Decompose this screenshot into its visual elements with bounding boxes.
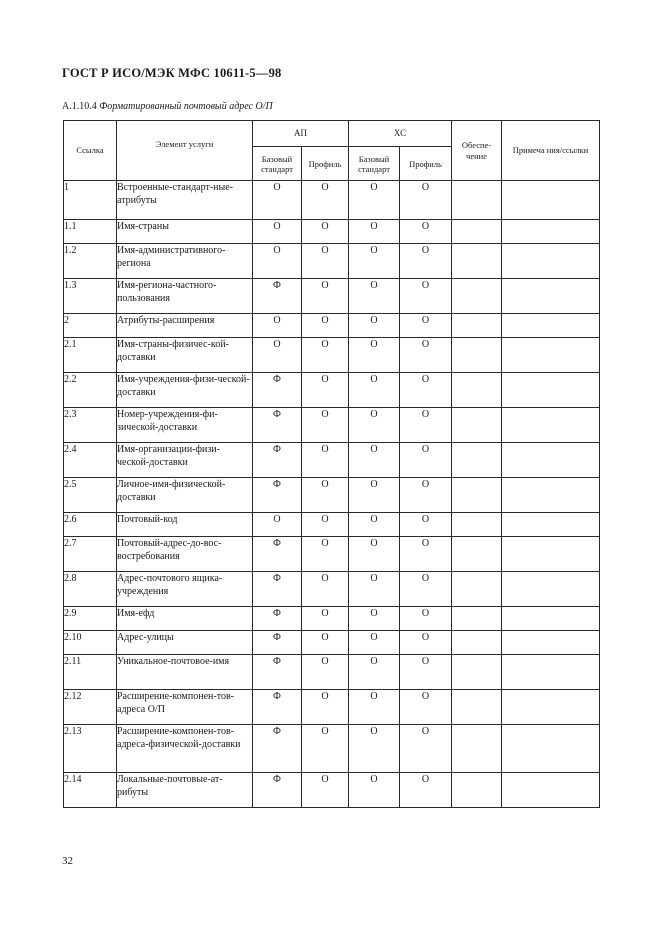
row-provision [452,373,502,408]
table-row [64,314,600,338]
header-ref: Ссылка [64,121,117,181]
row-ap-base: Ф [253,373,302,408]
row-element: Личное-имя-физической-доставки [117,478,253,513]
row-notes [502,655,600,690]
row-ref: 2.10 [64,631,117,655]
table-row [64,373,600,408]
table-row [64,244,600,279]
row-provision [452,338,502,373]
row-xc-base: О [349,513,400,537]
row-provision [452,572,502,607]
row-xc-profile: О [400,607,452,631]
table-row [64,513,600,537]
table-row [64,279,600,314]
row-ref: 2 [64,314,117,338]
row-element: Адрес-почтового ящика-учреждения [117,572,253,607]
row-xc-profile: О [400,773,452,808]
row-ref: 1.1 [64,220,117,244]
row-ref: 2.8 [64,572,117,607]
row-ap-base: О [253,314,302,338]
row-ap-profile: О [302,607,349,631]
row-provision [452,773,502,808]
row-ap-profile: О [302,572,349,607]
row-notes [502,338,600,373]
row-ref: 2.9 [64,607,117,631]
row-provision [452,655,502,690]
row-ap-base: О [253,338,302,373]
row-notes [502,373,600,408]
row-xc-profile: О [400,537,452,572]
row-element: Встроенные-стандарт-ные-атрибуты [117,181,253,220]
row-ap-profile: О [302,513,349,537]
row-ref: 2.2 [64,373,117,408]
row-ap-base: Ф [253,443,302,478]
row-notes [502,244,600,279]
row-ap-base: О [253,181,302,220]
table-row [64,338,600,373]
row-provision [452,513,502,537]
row-provision [452,690,502,725]
row-element: Номер-учреждения-фи-зической-доставки [117,408,253,443]
row-provision [452,314,502,338]
row-ap-profile: О [302,537,349,572]
row-provision [452,279,502,314]
table-row [64,181,600,220]
row-provision [452,631,502,655]
row-ref: 2.7 [64,537,117,572]
row-xc-base: О [349,314,400,338]
row-xc-base: О [349,408,400,443]
row-xc-base: О [349,773,400,808]
table-row [64,607,600,631]
row-notes [502,773,600,808]
row-provision [452,537,502,572]
header-ap: АП [253,121,349,147]
row-ap-profile: О [302,373,349,408]
row-xc-profile: О [400,373,452,408]
header-xc-profile: Профиль [400,147,452,181]
row-xc-profile: О [400,655,452,690]
row-ap-base: Ф [253,408,302,443]
row-ref: 2.4 [64,443,117,478]
row-provision [452,220,502,244]
row-xc-profile: О [400,244,452,279]
row-ref: 1.3 [64,279,117,314]
row-notes [502,631,600,655]
row-xc-base: О [349,537,400,572]
row-provision [452,408,502,443]
table-row [64,572,600,607]
table-row [64,655,600,690]
row-ap-base: Ф [253,631,302,655]
row-notes [502,181,600,220]
header-element: Элемент услуги [117,121,253,181]
row-ap-profile: О [302,443,349,478]
row-ap-profile: О [302,478,349,513]
row-ap-base: Ф [253,690,302,725]
row-notes [502,220,600,244]
row-xc-base: О [349,181,400,220]
row-xc-profile: О [400,220,452,244]
row-element: Имя-региона-частного-пользования [117,279,253,314]
row-element: Атрибуты-расширения [117,314,253,338]
row-xc-base: О [349,631,400,655]
row-ap-base: О [253,513,302,537]
header-provision: Обеспе-чение [452,121,502,181]
row-notes [502,443,600,478]
row-notes [502,279,600,314]
row-xc-profile: О [400,725,452,773]
caption-number: А.1.10.4 [62,101,97,112]
row-xc-base: О [349,338,400,373]
row-ap-base: Ф [253,607,302,631]
row-xc-profile: О [400,443,452,478]
row-notes [502,607,600,631]
row-ap-base: Ф [253,773,302,808]
row-ap-profile: О [302,279,349,314]
row-ap-profile: О [302,408,349,443]
row-ap-profile: О [302,338,349,373]
table-row [64,443,600,478]
row-ref: 2.3 [64,408,117,443]
row-notes [502,725,600,773]
row-xc-profile: О [400,279,452,314]
row-ap-profile: О [302,773,349,808]
header-xc: ХС [349,121,452,147]
row-element: Расширение-компонен-тов-адреса-физической-доставки [117,725,253,773]
row-ap-base: Ф [253,537,302,572]
row-element: Расширение-компонен-тов-адреса О/П [117,690,253,725]
row-ap-base: Ф [253,655,302,690]
caption-title: Форматированный почтовый адрес О/П [99,101,273,112]
row-ref: 2.1 [64,338,117,373]
row-ap-base: О [253,220,302,244]
row-xc-profile: О [400,408,452,443]
table-row [64,725,600,773]
row-ref: 2.11 [64,655,117,690]
row-xc-base: О [349,220,400,244]
row-notes [502,314,600,338]
row-ref: 1.2 [64,244,117,279]
row-provision [452,443,502,478]
row-xc-base: О [349,572,400,607]
row-element: Почтовый-адрес-до-вос-востребования [117,537,253,572]
table-row [64,220,600,244]
row-ap-base: Ф [253,478,302,513]
row-ap-profile: О [302,725,349,773]
table-caption [62,101,273,112]
row-element: Имя-организации-физи-ческой-доставки [117,443,253,478]
row-xc-profile: О [400,690,452,725]
table-row [64,408,600,443]
row-element: Имя-учреждения-физи-ческой-доставки [117,373,253,408]
row-element: Адрес-улицы [117,631,253,655]
header-ap-base: Базовый стандарт [253,147,302,181]
table-row [64,478,600,513]
row-ap-base: Ф [253,572,302,607]
row-element: Имя-административного-региона [117,244,253,279]
row-element: Имя-страны [117,220,253,244]
table-row [64,537,600,572]
row-ap-profile: О [302,655,349,690]
row-ap-profile: О [302,244,349,279]
row-xc-base: О [349,607,400,631]
row-element: Локальные-почтовые-ат-рибуты [117,773,253,808]
row-xc-profile: О [400,631,452,655]
row-ap-profile: О [302,314,349,338]
page-number: 32 [62,855,73,867]
row-ref: 2.13 [64,725,117,773]
row-ap-base: Ф [253,725,302,773]
row-ref: 2.6 [64,513,117,537]
row-xc-profile: О [400,478,452,513]
row-provision [452,244,502,279]
row-ref: 2.12 [64,690,117,725]
row-xc-profile: О [400,181,452,220]
row-notes [502,478,600,513]
row-element: Имя-ефд [117,607,253,631]
row-xc-base: О [349,443,400,478]
row-element: Уникальное-почтовое-имя [117,655,253,690]
table-row [64,631,600,655]
row-xc-base: О [349,478,400,513]
row-xc-profile: О [400,314,452,338]
row-xc-profile: О [400,572,452,607]
table-row [64,773,600,808]
row-notes [502,513,600,537]
row-ap-profile: О [302,220,349,244]
row-notes [502,537,600,572]
table-header [64,121,600,181]
row-xc-base: О [349,244,400,279]
conformance-table [63,120,600,808]
row-xc-base: О [349,373,400,408]
row-ap-profile: О [302,690,349,725]
row-provision [452,725,502,773]
row-xc-profile: О [400,338,452,373]
row-element: Почтовый-код [117,513,253,537]
row-xc-base: О [349,279,400,314]
table-row [64,690,600,725]
row-xc-base: О [349,690,400,725]
row-notes [502,408,600,443]
row-notes [502,690,600,725]
row-ap-profile: О [302,181,349,220]
row-ap-profile: О [302,631,349,655]
row-xc-base: О [349,725,400,773]
row-provision [452,478,502,513]
row-notes [502,572,600,607]
row-provision [452,181,502,220]
table-body [64,181,600,808]
header-ap-profile: Профиль [302,147,349,181]
header-xc-base: Базовый стандарт [349,147,400,181]
header-notes: Примеча ния/ссылки [502,121,600,181]
row-ap-base: О [253,244,302,279]
row-ref: 1 [64,181,117,220]
row-provision [452,607,502,631]
row-xc-base: О [349,655,400,690]
document-title: ГОСТ Р ИСО/МЭК МФС 10611-5—98 [62,66,282,80]
row-element: Имя-страны-физичес-кой-доставки [117,338,253,373]
row-ref: 2.14 [64,773,117,808]
row-ap-base: Ф [253,279,302,314]
row-ref: 2.5 [64,478,117,513]
row-xc-profile: О [400,513,452,537]
